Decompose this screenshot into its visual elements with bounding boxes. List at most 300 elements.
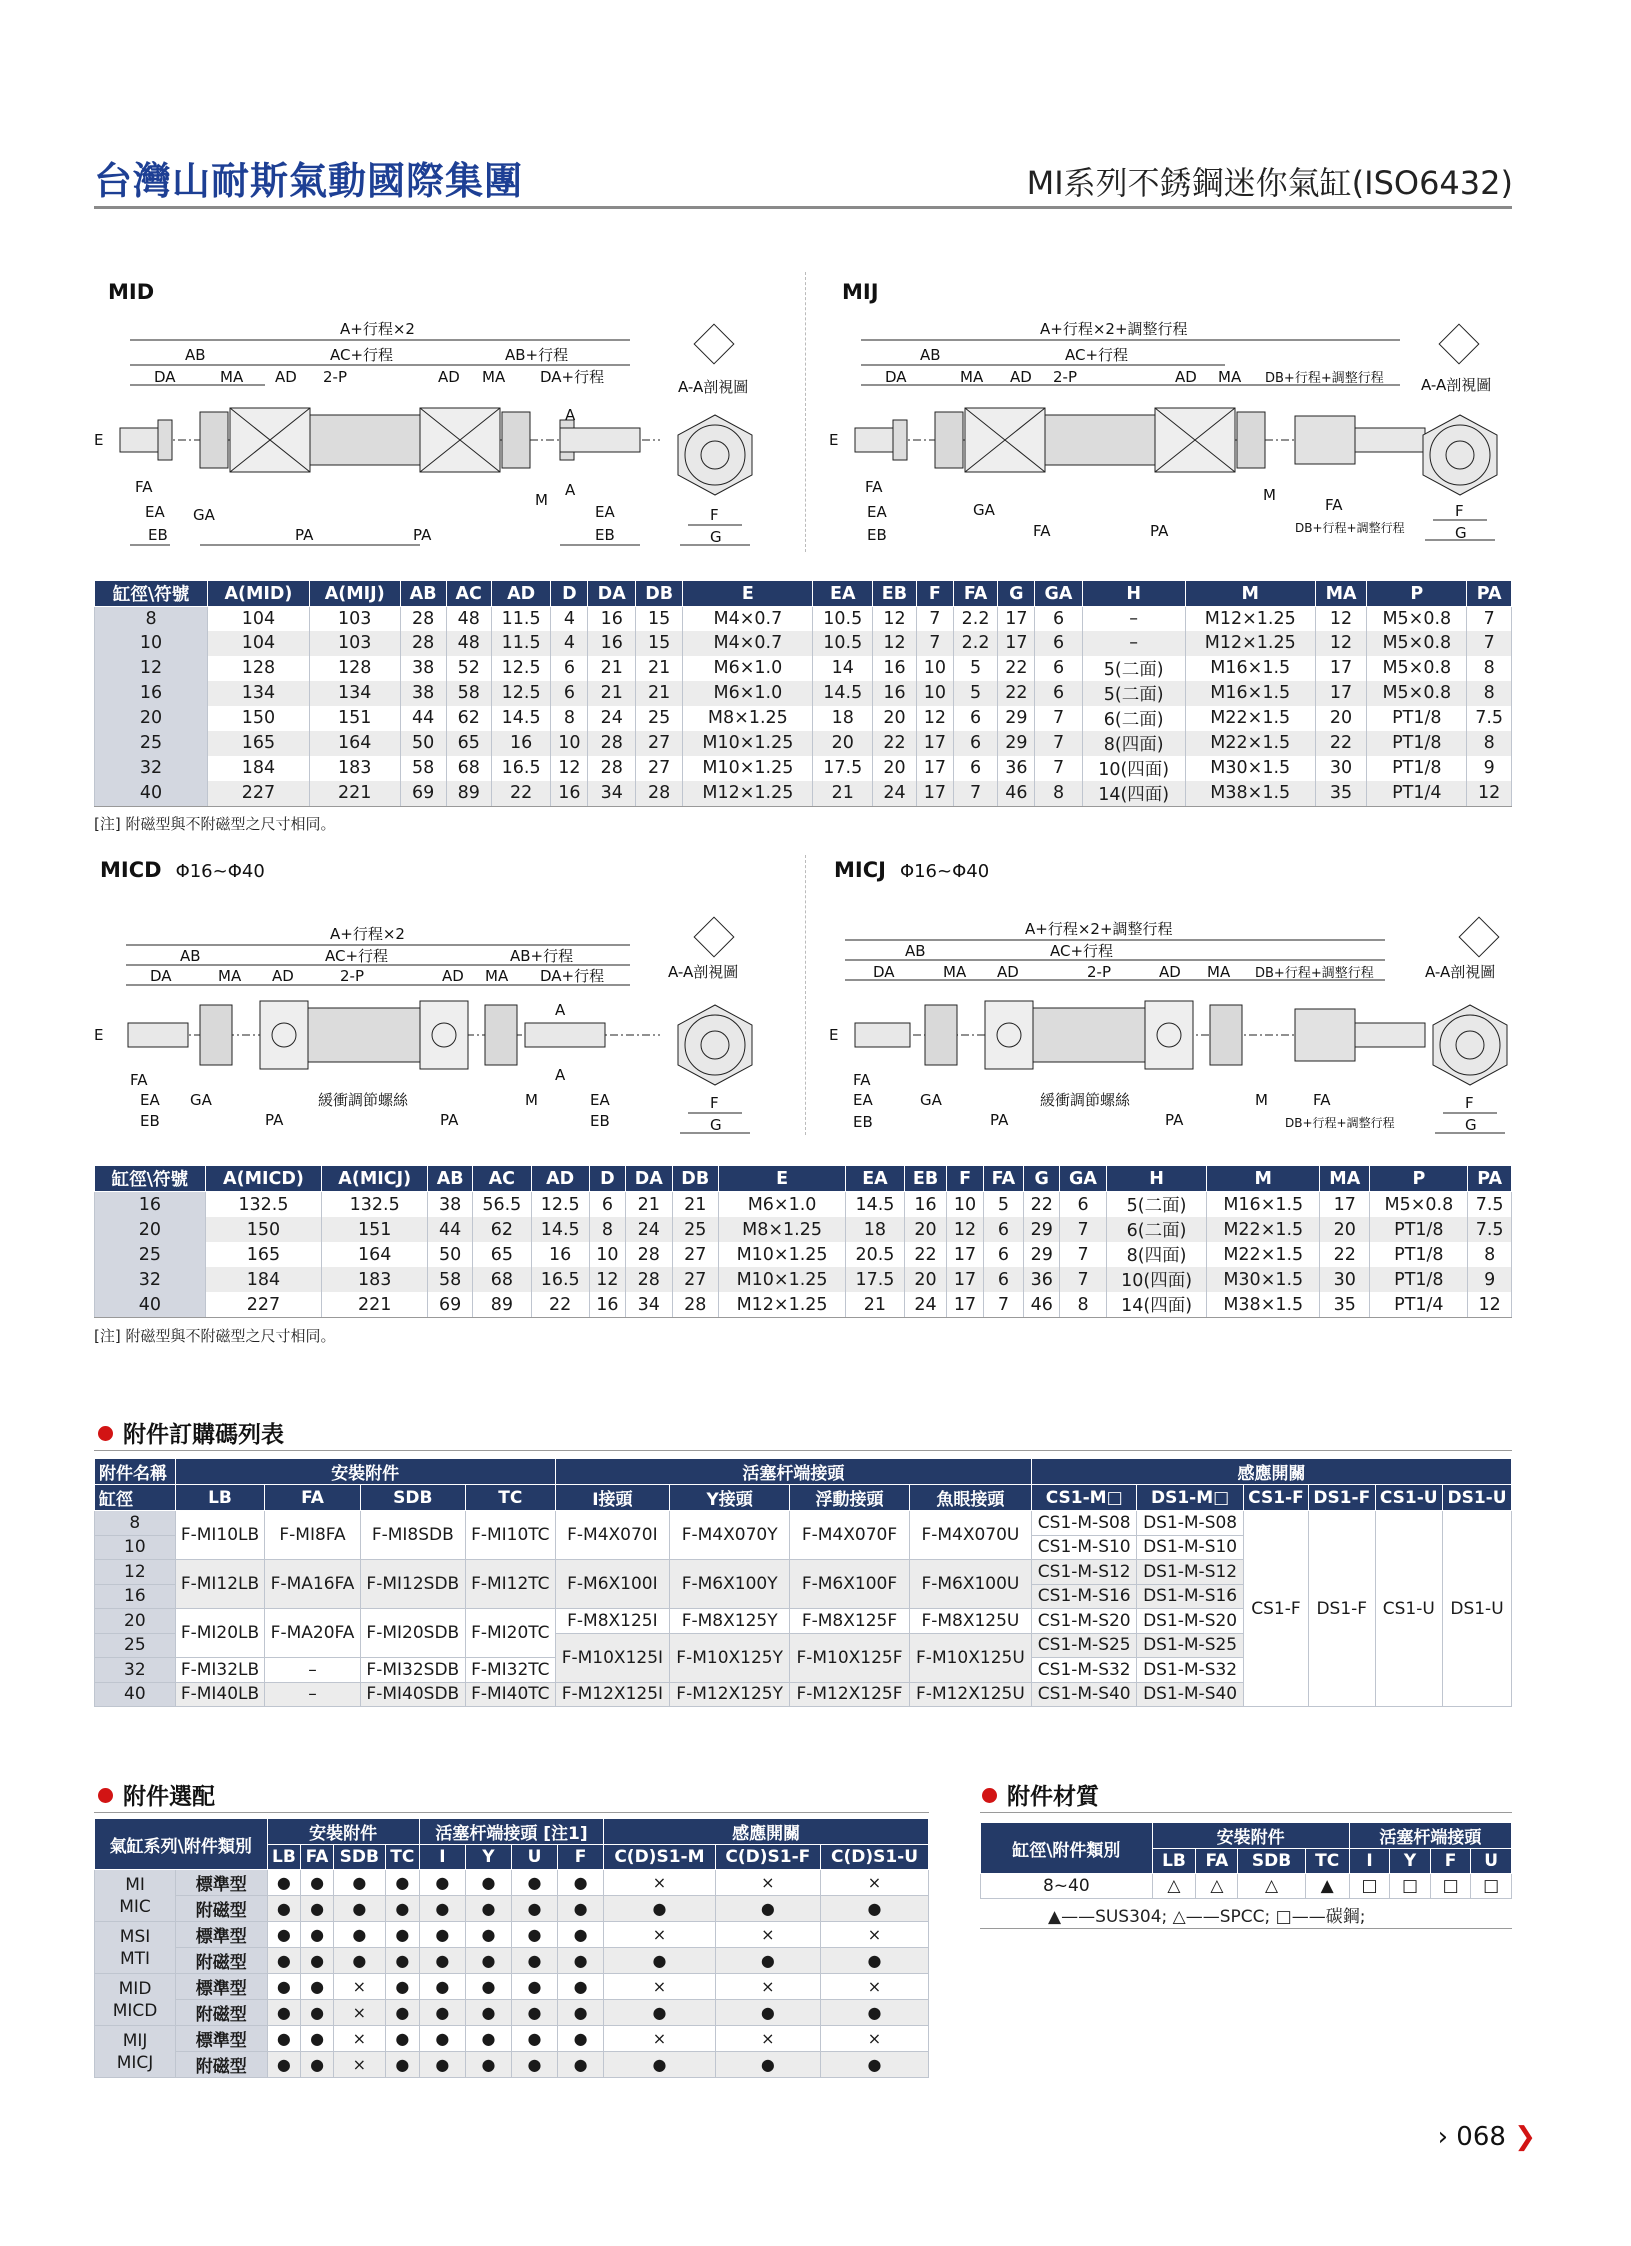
value-cell: M5×0.8 <box>1367 607 1467 632</box>
value-cell: M22×1.5 <box>1185 706 1315 731</box>
compat-cell: ● <box>558 1922 604 1948</box>
value-cell: 10(四面) <box>1106 1267 1207 1292</box>
column-header: Y <box>465 1845 511 1870</box>
value-cell: 58 <box>400 756 446 781</box>
column-header: EA <box>846 1166 904 1192</box>
value-cell: 46 <box>998 781 1035 807</box>
value-cell: 16 <box>873 681 917 706</box>
compat-cell: ● <box>419 1948 465 1974</box>
value-cell: M6×1.0 <box>683 681 813 706</box>
value-cell: 12 <box>873 631 917 656</box>
svg-text:2-P: 2-P <box>1087 963 1112 981</box>
value-cell: 10 <box>916 681 953 706</box>
compat-cell: ● <box>419 1896 465 1922</box>
value-cell: 17 <box>1320 1192 1370 1218</box>
svg-text:AB: AB <box>920 346 941 364</box>
diagram-title-mij: MIJ <box>842 280 879 304</box>
bore-cell: 16 <box>95 1192 206 1218</box>
value-cell: 14.5 <box>491 706 551 731</box>
value-cell: 58 <box>446 681 491 706</box>
value-cell: 15 <box>636 631 683 656</box>
compat-cell: ● <box>385 1974 419 2000</box>
svg-text:PA: PA <box>265 1111 284 1129</box>
value-cell: 7 <box>953 781 998 807</box>
compat-cell: ● <box>558 2052 604 2078</box>
value-cell: 10 <box>589 1242 625 1267</box>
column-header: GA <box>1035 581 1082 607</box>
value-cell: 151 <box>309 706 400 731</box>
svg-text:A: A <box>555 1066 566 1084</box>
value-cell: 21 <box>813 781 873 807</box>
svg-text:FA: FA <box>1313 1091 1331 1109</box>
column-header: A(MIJ) <box>309 581 400 607</box>
value-cell: 12 <box>589 1267 625 1292</box>
group-sensor: 感應開關 <box>1032 1459 1512 1485</box>
material-cell: △ <box>1238 1874 1305 1899</box>
value-cell: PT1/4 <box>1367 781 1467 807</box>
material-title: 附件材質 <box>982 1778 1099 1811</box>
compat-cell: ● <box>604 2000 716 2026</box>
col-bore: 缸徑 <box>95 1485 176 1511</box>
compat-cell: ● <box>558 1896 604 1922</box>
compat-cell: × <box>333 2000 385 2026</box>
svg-text:PA: PA <box>440 1111 459 1129</box>
value-cell: 6 <box>983 1267 1023 1292</box>
bore-cell: 32 <box>95 756 208 781</box>
table-row <box>95 1267 1512 1292</box>
svg-text:EB: EB <box>867 526 887 544</box>
type-cell: 附磁型 <box>176 2052 267 2078</box>
value-cell: M8×1.25 <box>683 706 813 731</box>
column-header: EB <box>873 581 917 607</box>
column-header: PA <box>1468 1166 1512 1192</box>
value-cell: 22 <box>904 1242 947 1267</box>
column-header: AD <box>491 581 551 607</box>
value-cell: 134 <box>208 681 310 706</box>
compat-cell: ● <box>301 1870 334 1896</box>
value-cell: 28 <box>400 631 446 656</box>
bore-cell: 16 <box>95 1584 176 1609</box>
value-cell: 58 <box>428 1267 473 1292</box>
series-name: MTI <box>120 1948 151 1969</box>
code-cell: CS1-M-S10 <box>1032 1535 1137 1560</box>
table-header-row <box>95 581 1512 607</box>
column-header: DA <box>588 581 636 607</box>
value-cell: 14.5 <box>531 1217 589 1242</box>
value-cell: M10×1.25 <box>683 731 813 756</box>
compat-cell: × <box>604 1974 716 2000</box>
value-cell: M4×0.7 <box>683 607 813 632</box>
column-header: U <box>511 1845 557 1870</box>
series-name: MID <box>118 1978 152 1999</box>
value-cell: 7 <box>1467 607 1512 632</box>
column-header: LB <box>267 1845 301 1870</box>
value-cell: 29 <box>1024 1242 1060 1267</box>
svg-text:G: G <box>1455 524 1467 542</box>
svg-text:A-A剖視圖: A-A剖視圖 <box>668 963 739 981</box>
value-cell: 227 <box>208 781 310 807</box>
value-cell: 11.5 <box>491 607 551 632</box>
table-header-row <box>95 1166 1512 1192</box>
value-cell: PT1/8 <box>1367 731 1467 756</box>
value-cell: 52 <box>446 656 491 681</box>
svg-text:EA: EA <box>140 1091 160 1109</box>
value-cell: 15 <box>636 607 683 632</box>
value-cell: 38 <box>400 681 446 706</box>
svg-text:DB+行程+調整行程: DB+行程+調整行程 <box>1285 1116 1395 1130</box>
value-cell: 14.5 <box>846 1192 904 1218</box>
order-code-table <box>94 1458 1512 1707</box>
code-cell: F-M8X125I <box>555 1609 669 1634</box>
value-cell: M16×1.5 <box>1185 656 1315 681</box>
value-cell: 17 <box>998 607 1035 632</box>
code-cell: F-MI40TC <box>465 1682 555 1707</box>
svg-text:F: F <box>1465 1094 1474 1112</box>
material-cell: □ <box>1430 1874 1471 1899</box>
value-cell: 12 <box>551 756 588 781</box>
value-cell: 12 <box>873 607 917 632</box>
svg-text:E: E <box>94 431 104 449</box>
value-cell: 7 <box>1060 1217 1106 1242</box>
compat-cell: ● <box>465 1922 511 1948</box>
value-cell: M30×1.5 <box>1207 1267 1320 1292</box>
svg-text:AD: AD <box>1010 368 1032 386</box>
code-cell: F-MI12TC <box>465 1560 555 1609</box>
compat-cell: × <box>715 2026 820 2052</box>
value-cell: M4×0.7 <box>683 631 813 656</box>
value-cell: 21 <box>636 656 683 681</box>
compat-cell: ● <box>333 1948 385 1974</box>
value-cell: PT1/8 <box>1370 1267 1468 1292</box>
value-cell: 9 <box>1467 756 1512 781</box>
svg-text:A: A <box>565 481 576 499</box>
column-header: MA <box>1320 1166 1370 1192</box>
code-cell: F-MI20TC <box>465 1609 555 1658</box>
column-header: CS1-U <box>1375 1485 1442 1511</box>
value-cell: 48 <box>446 607 491 632</box>
header-rule <box>94 206 1512 209</box>
compat-cell: × <box>715 1922 820 1948</box>
value-cell: 17.5 <box>813 756 873 781</box>
value-cell: 89 <box>446 781 491 807</box>
value-cell: 56.5 <box>473 1192 531 1218</box>
value-cell: 62 <box>446 706 491 731</box>
compat-cell: ● <box>385 2026 419 2052</box>
material-table <box>980 1822 1512 1899</box>
value-cell: 28 <box>672 1292 718 1318</box>
code-cell: F-M12X125Y <box>670 1682 790 1707</box>
column-header: M <box>1207 1166 1320 1192</box>
svg-text:AB+行程: AB+行程 <box>505 346 569 364</box>
compat-table <box>94 1818 929 2078</box>
column-header: 魚眼接頭 <box>909 1485 1031 1511</box>
svg-text:MA: MA <box>1218 368 1242 386</box>
value-cell: 29 <box>998 731 1035 756</box>
code-cell: F-M12X125I <box>555 1682 669 1707</box>
svg-text:A-A剖視圖: A-A剖視圖 <box>678 378 749 396</box>
code-cell: F-MI8SDB <box>360 1511 465 1560</box>
value-cell: 17 <box>916 781 953 807</box>
value-cell: 128 <box>309 656 400 681</box>
svg-text:MA: MA <box>960 368 984 386</box>
code-cell: F-M6X100I <box>555 1560 669 1609</box>
material-cell: □ <box>1349 1874 1390 1899</box>
compat-cell: ● <box>465 1896 511 1922</box>
svg-text:GA: GA <box>973 501 995 519</box>
column-header: CS1-F <box>1243 1485 1308 1511</box>
compat-title: 附件選配 <box>98 1778 215 1811</box>
value-cell: 18 <box>813 706 873 731</box>
column-header: P <box>1370 1166 1468 1192</box>
column-header: PA <box>1467 581 1512 607</box>
value-cell: 128 <box>208 656 310 681</box>
compat-cell: × <box>821 1922 929 1948</box>
code-cell: F-M12X125U <box>909 1682 1031 1707</box>
code-cell: F-M6X100Y <box>670 1560 790 1609</box>
svg-text:FA: FA <box>130 1071 148 1089</box>
column-header: A(MICD) <box>205 1166 322 1192</box>
bore-cell: 8 <box>95 1511 176 1536</box>
value-cell: 5(二面) <box>1082 656 1185 681</box>
value-cell: 2.2 <box>953 607 998 632</box>
value-cell: M22×1.5 <box>1185 731 1315 756</box>
value-cell: 17 <box>1315 656 1366 681</box>
code-cell: F-M10X125U <box>909 1633 1031 1682</box>
column-header: CS1-M□ <box>1032 1485 1137 1511</box>
value-cell: 4 <box>551 631 588 656</box>
value-cell: M16×1.5 <box>1207 1192 1320 1218</box>
value-cell: 50 <box>428 1242 473 1267</box>
column-header: FA <box>1196 1849 1238 1874</box>
column-header: TC <box>385 1845 419 1870</box>
svg-text:EA: EA <box>853 1091 873 1109</box>
series-name: MICD <box>112 2000 158 2021</box>
compat-cell: ● <box>604 1948 716 1974</box>
value-cell: 12 <box>1467 781 1512 807</box>
compat-cell: ● <box>267 1974 301 2000</box>
code-cell: DS1-M-S25 <box>1137 1633 1244 1658</box>
value-cell: M5×0.8 <box>1367 656 1467 681</box>
code-cell: CS1-M-S20 <box>1032 1609 1137 1634</box>
value-cell: 68 <box>473 1267 531 1292</box>
value-cell: 14.5 <box>813 681 873 706</box>
dimension-table-micd-micj <box>94 1165 1512 1318</box>
table-row <box>95 1922 929 1948</box>
compat-cell: ● <box>558 1870 604 1896</box>
table-row <box>95 2026 929 2052</box>
svg-text:A+行程×2: A+行程×2 <box>330 925 405 943</box>
value-cell: 69 <box>428 1292 473 1318</box>
value-cell: 10.5 <box>813 631 873 656</box>
diagram-divider-bottom <box>805 855 806 1135</box>
type-cell: 標準型 <box>176 1922 267 1948</box>
value-cell: 164 <box>309 731 400 756</box>
compat-cell: × <box>604 1870 716 1896</box>
table-row <box>95 656 1512 681</box>
value-cell: 8 <box>589 1217 625 1242</box>
svg-text:GA: GA <box>193 506 215 524</box>
column-header: G <box>998 581 1035 607</box>
group-rod-end: 活塞杆端接頭 <box>1349 1823 1511 1849</box>
compat-cell: ● <box>821 1948 929 1974</box>
code-cell: F-M4X070I <box>555 1511 669 1560</box>
bore-cell: 25 <box>95 1242 206 1267</box>
value-cell: 12 <box>1315 631 1366 656</box>
code-cell: F-MA16FA <box>265 1560 360 1609</box>
code-cell: CS1-M-S16 <box>1032 1584 1137 1609</box>
code-cell: F-M12X125F <box>790 1682 910 1707</box>
bore-cell: 20 <box>95 1217 206 1242</box>
value-cell: 22 <box>1320 1242 1370 1267</box>
code-cell: CS1-M-S25 <box>1032 1633 1137 1658</box>
value-cell: 16 <box>551 781 588 807</box>
svg-text:DA: DA <box>154 368 176 386</box>
column-header: H <box>1106 1166 1207 1192</box>
column-header: D <box>589 1166 625 1192</box>
table-row <box>95 631 1512 656</box>
order-codes-rule <box>94 1450 1512 1451</box>
code-cell: F-M4X070Y <box>670 1511 790 1560</box>
compat-cell: ● <box>715 2052 820 2078</box>
value-cell: 16 <box>588 607 636 632</box>
value-cell: 221 <box>309 781 400 807</box>
code-cell: F-MI32TC <box>465 1658 555 1683</box>
bore-cell: 40 <box>95 1682 176 1707</box>
value-cell: 10 <box>947 1192 983 1218</box>
value-cell: 8 <box>1467 731 1512 756</box>
value-cell: 183 <box>309 756 400 781</box>
column-header: FA <box>983 1166 1023 1192</box>
compat-cell: ● <box>419 2052 465 2078</box>
svg-text:AD: AD <box>442 967 464 985</box>
value-cell: 18 <box>846 1217 904 1242</box>
value-cell: 28 <box>588 756 636 781</box>
column-header: D <box>551 581 588 607</box>
svg-text:MA: MA <box>218 967 242 985</box>
column-header: DS1-F <box>1309 1485 1376 1511</box>
column-header: F <box>1430 1849 1471 1874</box>
value-cell: 16 <box>904 1192 947 1218</box>
svg-text:DA: DA <box>150 967 172 985</box>
compat-cell: ● <box>465 1974 511 2000</box>
value-cell: 22 <box>491 781 551 807</box>
column-header: GA <box>1060 1166 1106 1192</box>
compat-cell: ● <box>511 1974 557 2000</box>
column-header: M <box>1185 581 1315 607</box>
svg-text:G: G <box>710 528 722 546</box>
compat-cell: ● <box>558 2026 604 2052</box>
code-cell: F-M8X125Y <box>670 1609 790 1634</box>
value-cell: 132.5 <box>322 1192 428 1218</box>
table-row <box>95 1217 1512 1242</box>
value-cell: 7 <box>1467 631 1512 656</box>
value-cell: 20 <box>904 1267 947 1292</box>
value-cell: 16 <box>491 731 551 756</box>
compat-cell: ● <box>333 1870 385 1896</box>
column-header: P <box>1367 581 1467 607</box>
svg-text:M: M <box>1255 1091 1268 1109</box>
value-cell: 22 <box>998 656 1035 681</box>
table-row <box>95 2052 929 2078</box>
value-cell: 20 <box>1315 706 1366 731</box>
col-series: 氣缸系列\附件類別 <box>95 1819 268 1870</box>
value-cell: 6(二面) <box>1082 706 1185 731</box>
value-cell: M12×1.25 <box>1185 607 1315 632</box>
value-cell: 36 <box>998 756 1035 781</box>
value-cell: 6 <box>551 656 588 681</box>
svg-text:AC+行程: AC+行程 <box>325 947 389 965</box>
value-cell: 22 <box>1024 1192 1060 1218</box>
code-cell: DS1-M-S32 <box>1137 1658 1244 1683</box>
value-cell: 6 <box>1035 681 1082 706</box>
type-cell: 標準型 <box>176 1870 267 1896</box>
compat-cell: ● <box>419 1870 465 1896</box>
value-cell: 12.5 <box>531 1192 589 1218</box>
svg-text:DA+行程: DA+行程 <box>540 967 605 985</box>
value-cell: 34 <box>626 1292 673 1318</box>
value-cell: 14 <box>813 656 873 681</box>
code-cell: F-M8X125F <box>790 1609 910 1634</box>
svg-text:AB: AB <box>180 947 201 965</box>
value-cell: 29 <box>998 706 1035 731</box>
svg-text:EB: EB <box>595 526 615 544</box>
compat-cell: ● <box>511 1896 557 1922</box>
value-cell: 7 <box>916 631 953 656</box>
value-cell: PT1/8 <box>1370 1217 1468 1242</box>
column-header: 缸徑\符號 <box>95 1166 206 1192</box>
value-cell: 24 <box>626 1217 673 1242</box>
compat-cell: ● <box>511 2000 557 2026</box>
value-cell: 151 <box>322 1217 428 1242</box>
svg-text:F: F <box>710 1094 719 1112</box>
bore-cell: 10 <box>95 631 208 656</box>
table-row <box>95 731 1512 756</box>
bore-cell: 10 <box>95 1535 176 1560</box>
value-cell: 103 <box>309 631 400 656</box>
value-cell: 28 <box>636 781 683 807</box>
code-cell: F-MI40SDB <box>360 1682 465 1707</box>
value-cell: 7 <box>1060 1267 1106 1292</box>
bore-cell: 8~40 <box>981 1874 1153 1899</box>
material-cell: □ <box>1471 1874 1512 1899</box>
value-cell: 5 <box>953 681 998 706</box>
material-cell: △ <box>1196 1874 1238 1899</box>
svg-text:AC+行程: AC+行程 <box>1050 942 1114 960</box>
type-cell: 附磁型 <box>176 1896 267 1922</box>
svg-text:FA: FA <box>865 478 883 496</box>
svg-text:EA: EA <box>590 1091 610 1109</box>
value-cell: M22×1.5 <box>1207 1217 1320 1242</box>
table2-note: [注] 附磁型與不附磁型之尺寸相同。 <box>94 1327 336 1345</box>
value-cell: M6×1.0 <box>718 1192 845 1218</box>
series-cell <box>95 2026 176 2078</box>
series-name: MIJ <box>122 2030 148 2051</box>
code-cell: F-M8X125U <box>909 1609 1031 1634</box>
value-cell: 22 <box>1315 731 1366 756</box>
code-cell: DS1-M-S08 <box>1137 1511 1244 1536</box>
column-header: DB <box>636 581 683 607</box>
value-cell: M10×1.25 <box>683 756 813 781</box>
value-cell: 38 <box>428 1192 473 1218</box>
code-cell: F-MI32LB <box>175 1658 265 1683</box>
code-cell: DS1-M-S16 <box>1137 1584 1244 1609</box>
column-header: AB <box>400 581 446 607</box>
code-cell: – <box>265 1658 360 1683</box>
value-cell: 165 <box>205 1242 322 1267</box>
svg-text:PA: PA <box>1150 522 1169 540</box>
compat-cell: × <box>821 1974 929 2000</box>
series-name: MSI <box>119 1926 151 1947</box>
